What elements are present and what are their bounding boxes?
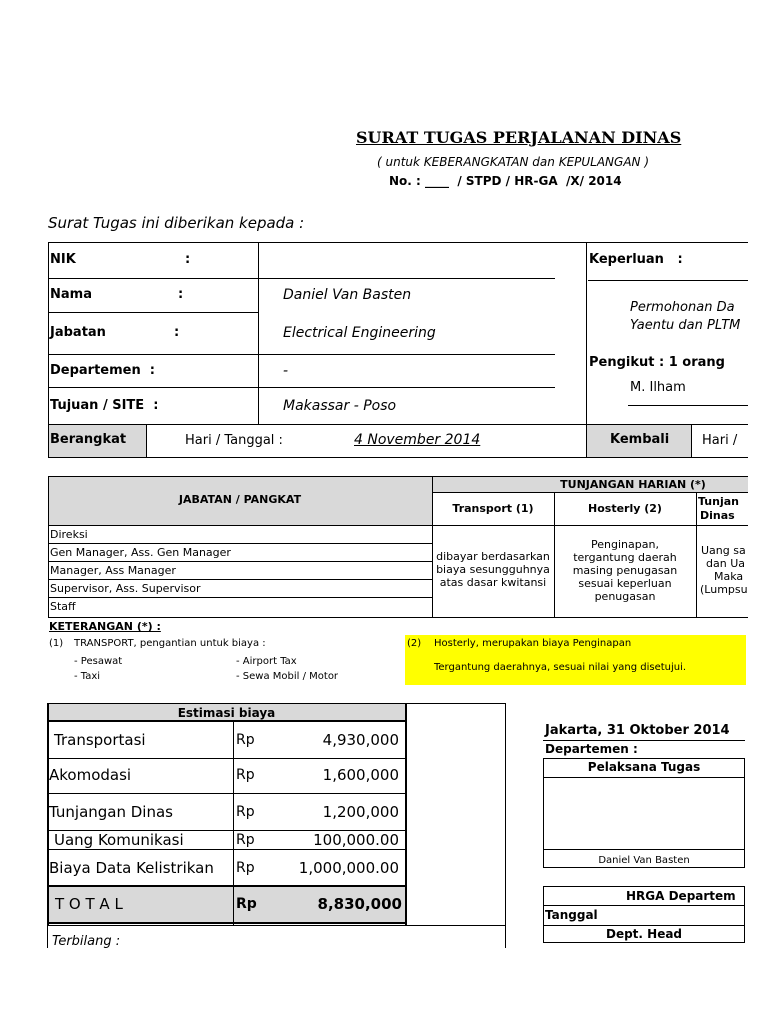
pelaksana-signature-box <box>543 758 745 868</box>
note-1-number: (1) <box>49 638 64 649</box>
rank-row: Staff <box>50 600 76 613</box>
total-label: T O T A L <box>55 895 123 913</box>
nama-label: Nama <box>50 287 92 302</box>
tanggal-label: Tanggal <box>545 908 598 922</box>
notes-title: KETERANGAN (*) : <box>49 620 161 633</box>
tujuan-label: Tujuan / SITE : <box>50 398 159 413</box>
note-1-text: TRANSPORT, pengantian untuk biaya : <box>74 638 266 649</box>
berangkat-label: Berangkat <box>50 432 127 447</box>
note-1-item: - Sewa Mobil / Motor <box>236 671 339 682</box>
estimate-row-amount: 1,000,000.00 <box>298 859 399 877</box>
estimate-row-label: Uang Komunikasi <box>54 831 184 849</box>
rank-row: Manager, Ass Manager <box>50 564 176 577</box>
hosterly-header: Hosterly (2) <box>588 502 662 515</box>
estimate-row-label: Akomodasi <box>49 766 132 784</box>
rank-row: Gen Manager, Ass. Gen Manager <box>50 546 231 559</box>
estimate-row-currency: Rp <box>236 860 255 876</box>
cost-estimate <box>47 703 507 948</box>
estimate-row-label: Biaya Data Kelistrikan <box>49 859 214 877</box>
rank-row: Supervisor, Ass. Supervisor <box>50 582 201 595</box>
departemen-label-sig: Departemen : <box>545 742 638 756</box>
estimate-row-amount: 1,200,000 <box>322 803 399 821</box>
estimate-row-amount: 1,600,000 <box>322 766 399 784</box>
note-2-number: (2) <box>407 638 422 649</box>
estimate-row-amount: 4,930,000 <box>322 731 399 749</box>
departemen-value: - <box>283 363 289 379</box>
total-amount: 8,830,000 <box>317 895 402 913</box>
estimate-row-currency: Rp <box>236 832 255 848</box>
jabatan-colon: : <box>174 325 180 340</box>
estimate-header: Estimasi biaya <box>177 706 276 720</box>
hari-tanggal-label: Hari / Tanggal : <box>185 433 283 448</box>
berangkat-date: 4 November 2014 <box>354 432 481 448</box>
estimate-row-currency: Rp <box>236 732 255 748</box>
estimate-row-amount: 100,000.00 <box>313 831 399 849</box>
tunjangan-dinas-header-2: Dinas <box>700 509 735 522</box>
estimate-row-label: Transportasi <box>54 731 146 749</box>
hrga-label: HRGA Departem <box>626 889 736 903</box>
place-date: Jakarta, 31 Oktober 2014 <box>545 723 730 738</box>
nama-colon: : <box>178 287 184 302</box>
hosterly-desc: Penginapan, tergantung daerah masing penugasan sesuai keperluan penugasan <box>572 538 678 603</box>
total-currency: Rp <box>236 896 257 912</box>
jabatan-header: JABATAN / PANGKAT <box>178 493 302 506</box>
pelaksana-name: Daniel Van Basten <box>598 855 690 866</box>
allowance-table <box>48 476 748 618</box>
note-1-item: - Taxi <box>74 671 101 682</box>
document-subtitle: ( untuk KEBERANGKATAN dan KEPULANGAN ) <box>377 155 650 169</box>
keperluan-line1: Permohonan Da <box>630 300 735 315</box>
jabatan-value: Electrical Engineering <box>283 325 436 341</box>
note-1-item: - Airport Tax <box>236 656 297 667</box>
estimate-row-label: Tunjangan Dinas <box>49 803 173 821</box>
departemen-label: Departemen : <box>50 363 155 378</box>
tunjangan-desc: Uang sa dan Ua Maka (Lumpsu <box>700 544 748 596</box>
terbilang-label: Terbilang : <box>52 934 121 949</box>
nik-colon: : <box>185 252 191 267</box>
transport-desc: dibayar berdasarkan biaya sesungguhnya atas dasar kwitansi <box>436 550 550 589</box>
keperluan-line2: Yaentu dan PLTM <box>630 318 741 333</box>
tujuan-value: Makassar - Poso <box>283 398 397 414</box>
transport-header: Transport (1) <box>452 502 534 515</box>
estimate-row-currency: Rp <box>236 767 255 783</box>
pelaksana-label: Pelaksana Tugas <box>587 760 701 774</box>
jabatan-label: Jabatan <box>50 325 106 340</box>
note-1-item: - Pesawat <box>74 656 123 667</box>
nik-label: NIK <box>50 252 76 267</box>
document-number: No. : ____ / STPD / HR-GA /X/ 2014 <box>389 174 622 188</box>
dept-head-label: Dept. Head <box>605 927 683 941</box>
pengikut-label: Pengikut : 1 orang <box>589 355 725 370</box>
nama-value: Daniel Van Basten <box>283 287 412 303</box>
hrga-signature-box <box>543 886 745 943</box>
note-2-line-2: Tergantung daerahnya, sesuai nilai yang disetujui. <box>434 662 687 673</box>
pengikut-name: M. Ilham <box>630 380 686 395</box>
rank-row: Direksi <box>50 528 88 541</box>
note-2-line-1: Hosterly, merupakan biaya Penginapan <box>434 638 632 649</box>
kembali-hari: Hari / <box>702 433 738 448</box>
intro-text: Surat Tugas ini diberikan kepada : <box>48 214 305 232</box>
tunjangan-dinas-header-1: Tunjan <box>698 495 739 508</box>
estimate-row-currency: Rp <box>236 804 255 820</box>
tunjangan-header: TUNJANGAN HARIAN (*) <box>560 478 706 491</box>
kembali-label: Kembali <box>610 432 670 447</box>
assignee-form <box>48 242 748 458</box>
keperluan-label: Keperluan : <box>589 252 683 267</box>
document-title: SURAT TUGAS PERJALANAN DINAS <box>356 128 682 147</box>
